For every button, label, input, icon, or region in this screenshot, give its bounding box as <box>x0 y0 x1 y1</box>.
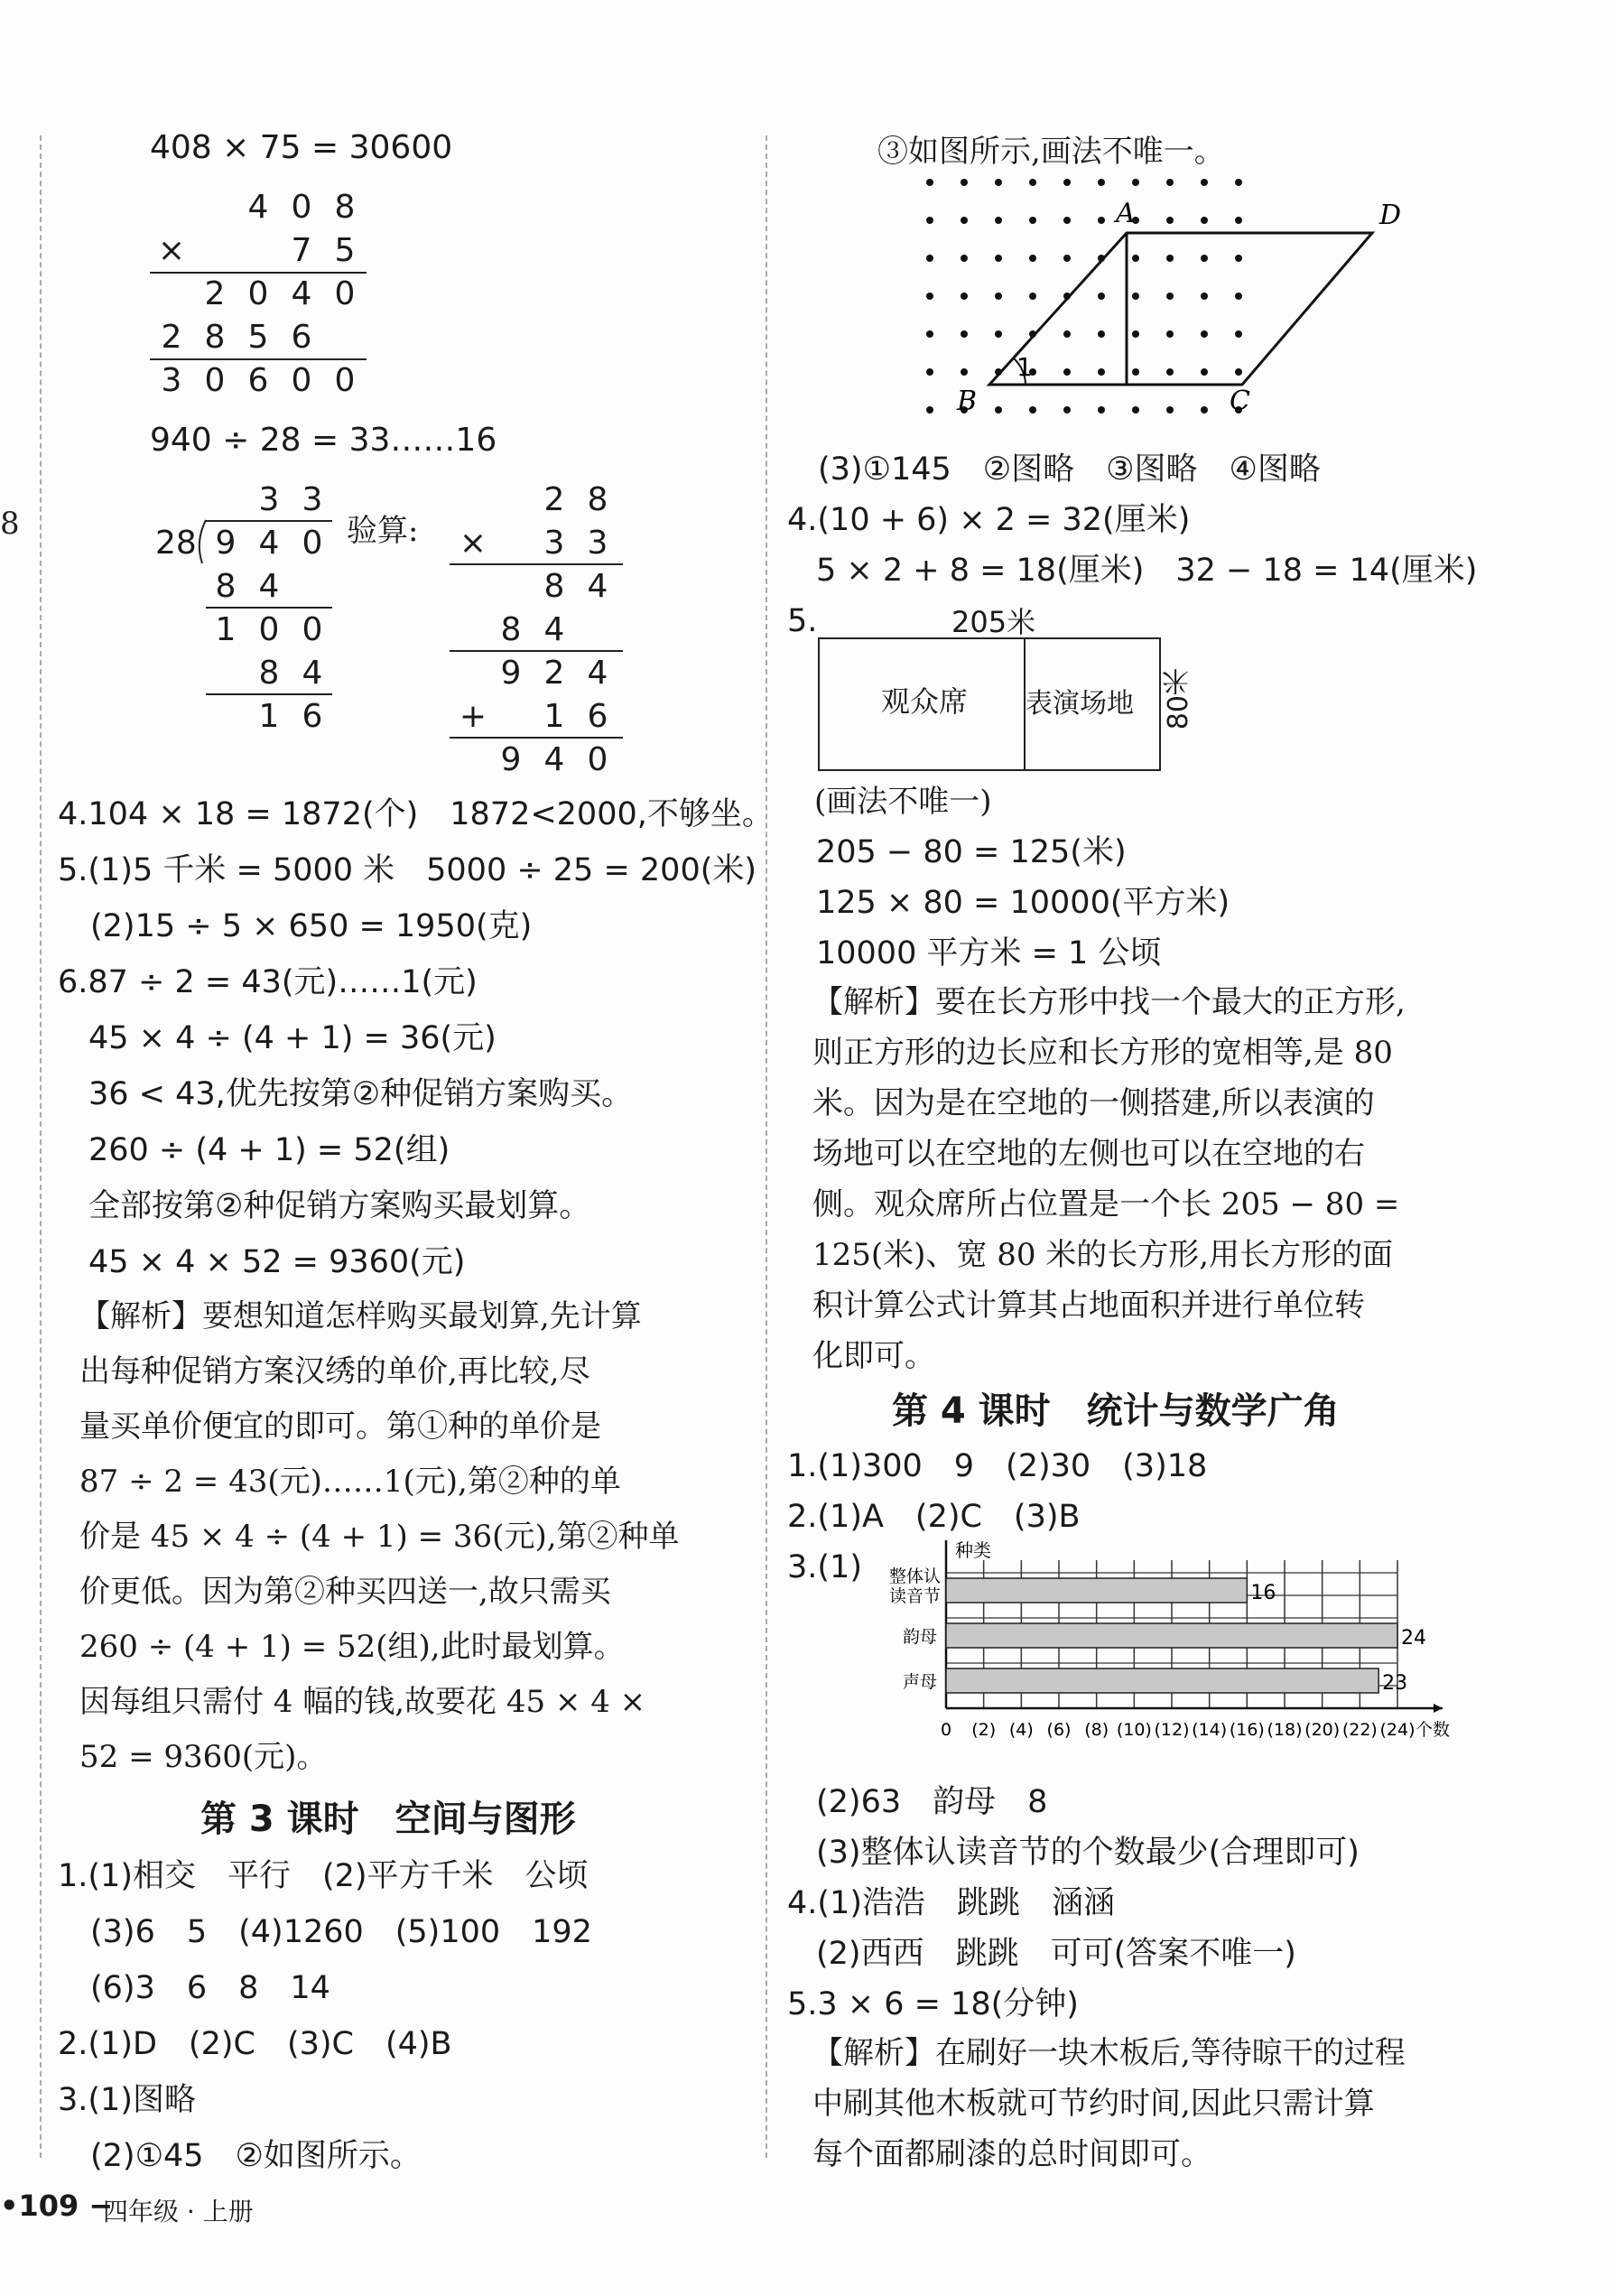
grid-dot <box>926 179 933 186</box>
grid-dot <box>1063 368 1071 376</box>
x-tick-label: (10) <box>1116 1720 1152 1740</box>
grid-dot <box>1201 217 1208 224</box>
grid-dot <box>1166 368 1174 376</box>
vertex-D: D <box>1379 200 1402 231</box>
category-label: 韵母 <box>902 1627 937 1647</box>
grid-dot <box>1166 179 1174 186</box>
grid-dot <box>1132 368 1139 376</box>
x-tick-label: (4) <box>1008 1720 1034 1740</box>
x-tick-label: (2) <box>971 1720 997 1740</box>
grid-dot <box>1166 255 1174 262</box>
analysis-section4-5: 【解析】在刷好一块木板后,等待晾干的过程 中刷其他木板就可节约时间,因此只需计算 每个面都刷漆的总时间即可。 <box>812 2035 1406 2172</box>
grid-dot <box>1098 217 1105 224</box>
grid-dot <box>1201 293 1208 300</box>
x-axis-label: 个数 <box>1415 1720 1451 1740</box>
grid-dot <box>1201 255 1208 262</box>
grid-dot <box>1201 179 1208 186</box>
grid-dot <box>1166 406 1174 414</box>
angle-label: 1 <box>1016 352 1033 382</box>
section4-q2: 2.(1)A (2)C (3)B <box>787 1499 1081 1535</box>
category-label: 整体认 <box>888 1566 941 1586</box>
answer-5-b: 205 − 80 = 125(米) <box>816 834 1127 870</box>
y-axis-label: 种类 <box>955 1540 991 1561</box>
section3-q2: 2.(1)D (2)C (3)C (4)B <box>58 2026 452 2062</box>
grid-dot <box>995 293 1002 300</box>
grid-dot <box>1235 217 1242 224</box>
grid-dot <box>1132 255 1139 262</box>
grid-dot <box>1201 330 1208 338</box>
page-number: •109 − <box>0 2189 114 2223</box>
category-label: 声母 <box>902 1672 937 1692</box>
bar <box>946 1669 1378 1693</box>
grid-dot <box>1132 179 1139 186</box>
stage-area-label: 表演场地 <box>1026 688 1134 720</box>
x-axis-arrow <box>1434 1704 1443 1713</box>
mul-equation: 408 × 75 = 30600 <box>150 129 453 166</box>
bar-value-label: 24 <box>1401 1627 1426 1650</box>
vertex-B: B <box>957 386 978 417</box>
audience-area-label: 观众席 <box>881 684 969 719</box>
grid-dot <box>1235 368 1242 376</box>
x-tick-label: (8) <box>1084 1720 1109 1740</box>
x-tick-label: (24) <box>1379 1720 1415 1740</box>
section-heading-4: 第 4 课时 统计与数学广角 <box>892 1390 1340 1432</box>
section3-q1-a: 1.(1)相交 平行 (2)平方千米 公顷 <box>58 1858 589 1894</box>
grid-dot <box>926 368 933 376</box>
x-tick-label: (14) <box>1192 1720 1228 1740</box>
grid-dot <box>1166 293 1174 300</box>
answer-5-a: (画法不唯一) <box>814 784 992 820</box>
grade-label: 四年级 · 上册 <box>103 2197 254 2226</box>
phonics-bar-chart <box>867 1540 1471 1784</box>
x-tick-label: 0 <box>940 1720 952 1740</box>
answer-6-6: 45 × 4 × 52 = 9360(元) <box>88 1244 466 1280</box>
analysis-5: 【解析】要在长方形中找一个最大的正方形, 则正方形的边长应和长方形的宽相等,是 80 米。因为是在空地的一侧搭建,所以表演的 场地可以在空地的左侧也可以在空地的右 侧。观众席所占位置是一个长 205 − 80 = 125(米)、宽 80 米的长方形,用长方形的面 积计算公式计算其占地面积并进行单位转 化即可。 <box>812 984 1406 1374</box>
grid-dot <box>1235 330 1242 338</box>
section3-q3-a: 3.(1)图略 <box>58 2082 196 2118</box>
section4-q4-1: 4.(1)浩浩 跳跳 涵涵 <box>787 1885 1115 1921</box>
grid-dot <box>1235 255 1242 262</box>
answer-3-part3: (3)①145 ②图略 ③图略 ④图略 <box>818 451 1321 488</box>
grid-dot <box>1098 330 1105 338</box>
grid-dot <box>926 217 933 224</box>
answer-6-1: 6.87 ÷ 2 = 43(元)……1(元) <box>58 964 478 1000</box>
grid-dot <box>961 293 968 300</box>
grid-dot <box>926 293 933 300</box>
section3-q1-c: (6)3 6 8 14 <box>90 1970 330 2006</box>
grid-dot <box>1029 255 1036 262</box>
grid-dot <box>1029 179 1036 186</box>
grid-dot <box>1029 406 1036 414</box>
grid-dot <box>1098 179 1105 186</box>
parallelogram <box>989 233 1372 385</box>
answer-5-2: (2)15 ÷ 5 × 650 = 1950(克) <box>90 908 533 944</box>
grid-dot <box>1063 330 1071 338</box>
rect-side-label: 80米 <box>1163 668 1194 730</box>
x-tick-label: (18) <box>1267 1720 1303 1740</box>
grid-dot <box>995 255 1002 262</box>
grid-dot <box>1063 217 1071 224</box>
column-divider <box>40 135 42 2158</box>
x-tick-label: (6) <box>1046 1720 1072 1740</box>
x-tick-label: (12) <box>1154 1720 1190 1740</box>
section4-q3-3: (3)整体认读音节的个数最少(合理即可) <box>816 1835 1360 1871</box>
category-label: 读音节 <box>888 1586 941 1606</box>
grid-dot <box>1132 330 1139 338</box>
section3-q3-b: (2)①45 ②如图所示。 <box>90 2138 422 2174</box>
div-equation: 940 ÷ 28 = 33……16 <box>150 422 497 459</box>
answer-5-c: 125 × 80 = 10000(平方米) <box>816 885 1230 921</box>
grid-dot <box>995 179 1002 186</box>
section4-q5: 5.3 × 6 = 18(分钟) <box>787 1986 1079 2022</box>
section4-q3: 3.(1) <box>787 1549 862 1585</box>
grid-dot <box>926 255 933 262</box>
grid-dot <box>1166 330 1174 338</box>
grid-dot <box>926 406 933 414</box>
grid-dot <box>1063 179 1071 186</box>
analysis-6: 【解析】要想知道怎样购买最划算,先计算 出每种促销方案汉绣的单价,再比较,尽 量买单价便宜的即可。第①种的单价是 87 ÷ 2 = 43(元)……1(元),第②种的单 价是 45 × 4 ÷ (4 + 1) = 36(元),第②种单 价更低。因为第②种买四送一,故只需买 260 ÷ (4 + 1) = 52(组),此时最划算。 因每组只需付 4 幅的钱,故要花 45 × 4 × 52 = 9360(元)。 <box>79 1298 680 1775</box>
grid-dot <box>961 255 968 262</box>
grid-dot <box>961 368 968 376</box>
x-tick-label: (16) <box>1229 1720 1265 1740</box>
grid-dot <box>1201 406 1208 414</box>
grid-dot <box>1132 406 1139 414</box>
bar-value-label: 16 <box>1250 1582 1276 1604</box>
grid-dot <box>1235 179 1242 186</box>
grid-dot <box>1235 293 1242 300</box>
vertex-C: C <box>1230 386 1250 417</box>
grid-dot <box>1132 293 1139 300</box>
parallelogram-dot-grid <box>903 172 1444 442</box>
grid-dot <box>961 179 968 186</box>
answer-5-d: 10000 平方米 = 1 公顷 <box>816 935 1162 971</box>
grid-dot <box>1166 217 1174 224</box>
grid-dot <box>1098 293 1105 300</box>
section3-q1-b: (3)6 5 (4)1260 (5)100 192 <box>90 1914 592 1950</box>
margin-stub: 8 <box>0 506 20 542</box>
answer-6-4: 260 ÷ (4 + 1) = 52(组) <box>88 1132 450 1168</box>
bar <box>946 1578 1247 1603</box>
grid-dot <box>995 217 1002 224</box>
grid-dot <box>1063 255 1071 262</box>
grid-dot <box>961 217 968 224</box>
answer-6-2: 45 × 4 ÷ (4 + 1) = 36(元) <box>88 1020 497 1056</box>
grid-dot <box>961 330 968 338</box>
answer-6-5: 全部按第②种促销方案购买最划算。 <box>88 1188 591 1224</box>
section4-q3-2: (2)63 韵母 8 <box>816 1784 1048 1820</box>
answer-4-b: 5 × 2 + 8 = 18(厘米) 32 − 18 = 14(厘米) <box>816 553 1478 589</box>
grid-dot <box>995 330 1002 338</box>
section4-q1: 1.(1)300 9 (2)30 (3)18 <box>787 1448 1208 1484</box>
grid-dot <box>1063 406 1071 414</box>
column-divider <box>766 135 767 2158</box>
answer-4: 4.104 × 18 = 1872(个) 1872<2000,不够坐。 <box>58 796 774 832</box>
answer-5-label: 5. <box>787 603 818 639</box>
grid-dot <box>1201 368 1208 376</box>
grid-dot <box>1098 368 1105 376</box>
grid-dot <box>1029 293 1036 300</box>
answer-4-a: 4.(10 + 6) × 2 = 32(厘米) <box>787 502 1191 538</box>
bar <box>946 1623 1397 1648</box>
grid-dot <box>926 330 933 338</box>
answer-6-3: 36 < 43,优先按第②种促销方案购买。 <box>88 1076 634 1112</box>
answer-5-1: 5.(1)5 千米 = 5000 米 5000 ÷ 25 = 200(米) <box>58 852 757 888</box>
grid-dot <box>995 406 1002 414</box>
bar-value-label: 23 <box>1382 1672 1408 1695</box>
x-tick-label: (20) <box>1304 1720 1341 1740</box>
check-label: 验算: <box>347 513 419 549</box>
x-tick-label: (22) <box>1341 1720 1378 1740</box>
vertex-A: A <box>1116 198 1136 229</box>
grid-dot <box>1029 217 1036 224</box>
answer-3-3: ③如图所示,画法不唯一。 <box>877 134 1225 170</box>
section-heading-3: 第 3 课时 空间与图形 <box>200 1799 576 1840</box>
grid-dot <box>1098 406 1105 414</box>
section4-q4-2: (2)西西 跳跳 可可(答案不唯一) <box>816 1936 1296 1972</box>
rect-top-label: 205米 <box>951 605 1036 639</box>
